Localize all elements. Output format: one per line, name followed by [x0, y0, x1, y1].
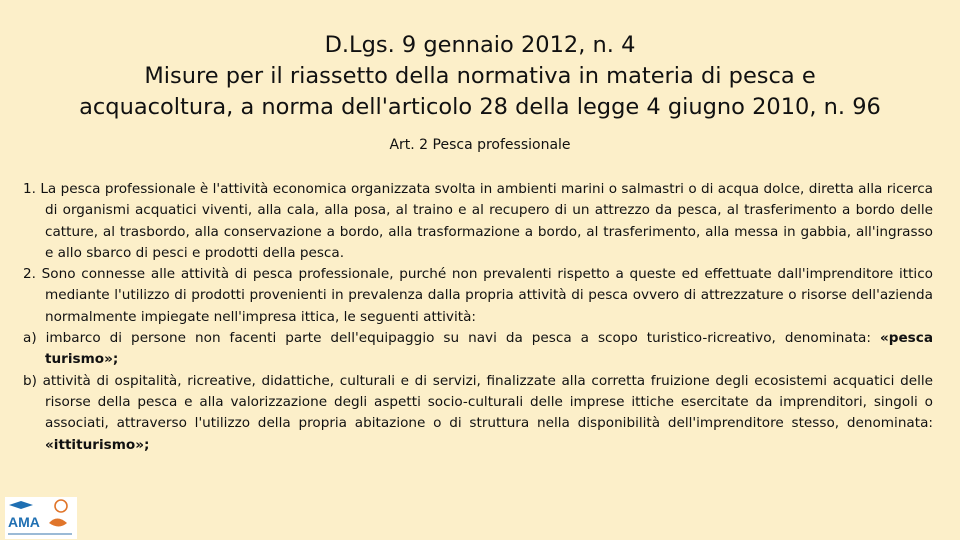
ama-logo [5, 497, 77, 539]
title-line-3: acquacoltura, a norma dell'articolo 28 della legge 4 giugno 2010, n. 96 [79, 94, 881, 120]
ama-logo-graphic [5, 497, 77, 539]
logo-text: AMA [8, 514, 40, 530]
ittiturismo-term: «ittiturismo»; [45, 436, 150, 453]
title-line-1: D.Lgs. 9 gennaio 2012, n. 4 [324, 32, 636, 58]
logo-sun-icon [55, 500, 67, 512]
document-title [60, 30, 900, 123]
article-body [23, 179, 933, 456]
article-heading: Art. 2 Pesca professionale [389, 137, 571, 153]
paragraph-b [23, 371, 933, 456]
pesca-turismo-term: «pesca turismo»; [45, 330, 933, 368]
paragraph-a-text: a) imbarco di persone non facenti parte dell'equipaggio su navi da pesca a scopo turistico-ricreativo, denominata: [23, 330, 880, 347]
logo-wave-icon [49, 519, 67, 527]
logo-tagline-line [8, 533, 72, 535]
logo-fish-icon [9, 501, 33, 509]
title-line-2: Misure per il riassetto della normativa in materia di pesca e [144, 63, 816, 89]
paragraph-b-text: b) attività di ospitalità, ricreative, didattiche, culturali e di servizi, finalizzate alla corretta fruizione degli ecosistemi acquatici delle risorse della pesca e alla valorizzazione degli aspetti socio-culturali delle imprese ittiche esercitate da imprenditori, singoli o associati, attraverso l'utilizzo della propria abitazione o di struttura nella disponibilità dell'imprenditore stesso, denominata: [23, 372, 933, 432]
paragraph-a [23, 328, 933, 371]
paragraph-2: 2. Sono connesse alle attività di pesca professionale, purché non prevalenti rispetto a queste ed effettuate dall'imprenditore ittico mediante l'utilizzo di prodotti provenienti in prevalenza dalla propria attività di pesca ovvero di attrezzature o risorse dell'azienda normalmente impiegate nell'impresa ittica, le seguenti attività: [23, 266, 933, 325]
paragraph-1: 1. La pesca professionale è l'attività economica organizzata svolta in ambienti marini o salmastri o di acqua dolce, diretta alla ricerca di organismi acquatici viventi, alla cala, alla posa, al traino e al recupero di un attrezzo da pesca, al trasferimento a bordo delle catture, al trasbordo, alla conservazione a bordo, alla trasformazione a bordo, al trasferimento, alla messa in gabbia, all'ingrasso e allo sbarco di pesci e prodotti della pesca. [23, 181, 933, 261]
